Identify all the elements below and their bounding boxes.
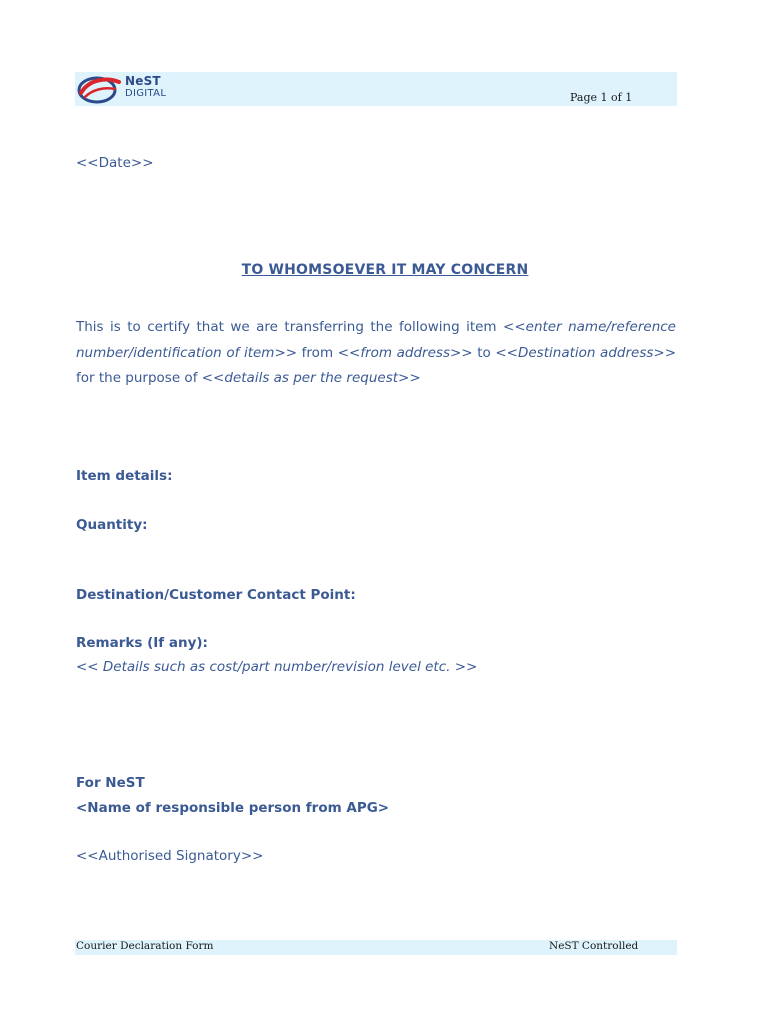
logo-subtitle: DIGITAL — [125, 88, 167, 99]
paragraph-text-1: This is to certify that we are transferring the following item — [76, 319, 504, 335]
item-placeholder: <<enter name/reference number/identification of item>> — [76, 319, 676, 361]
for-company-label: For NeST — [76, 775, 145, 791]
footer-control-status: NeST Controlled — [549, 940, 639, 952]
purpose-placeholder: <<details as per the request>> — [201, 370, 421, 386]
logo-name: NeST — [125, 74, 161, 88]
remarks-label: Remarks (If any): — [76, 635, 208, 651]
date-placeholder: <<Date>> — [76, 155, 154, 171]
paragraph-text-4: for the purpose of — [76, 370, 202, 386]
remarks-placeholder: << Details such as cost/part number/revision level etc. >> — [76, 659, 478, 675]
destination-address-placeholder: <<Destination address>> — [495, 344, 677, 361]
item-details-label: Item details: — [76, 468, 173, 484]
document-title: TO WHOMSOEVER IT MAY CONCERN — [241, 262, 529, 278]
company-logo — [77, 73, 167, 105]
authorised-signatory-placeholder: <<Authorised Signatory>> — [76, 848, 264, 864]
footer-form-name: Courier Declaration Form — [76, 940, 214, 952]
paragraph-text-2: from — [297, 344, 338, 361]
destination-contact-label: Destination/Customer Contact Point: — [76, 587, 356, 603]
paragraph-text-3: to — [472, 344, 496, 361]
quantity-label: Quantity: — [76, 517, 148, 533]
certification-paragraph — [76, 315, 676, 392]
logo-swoosh-icon — [77, 73, 121, 105]
from-address-placeholder: <<from address>> — [337, 344, 473, 361]
page-number: Page 1 of 1 — [570, 91, 633, 104]
responsible-person-placeholder: <Name of responsible person from APG> — [76, 800, 390, 816]
